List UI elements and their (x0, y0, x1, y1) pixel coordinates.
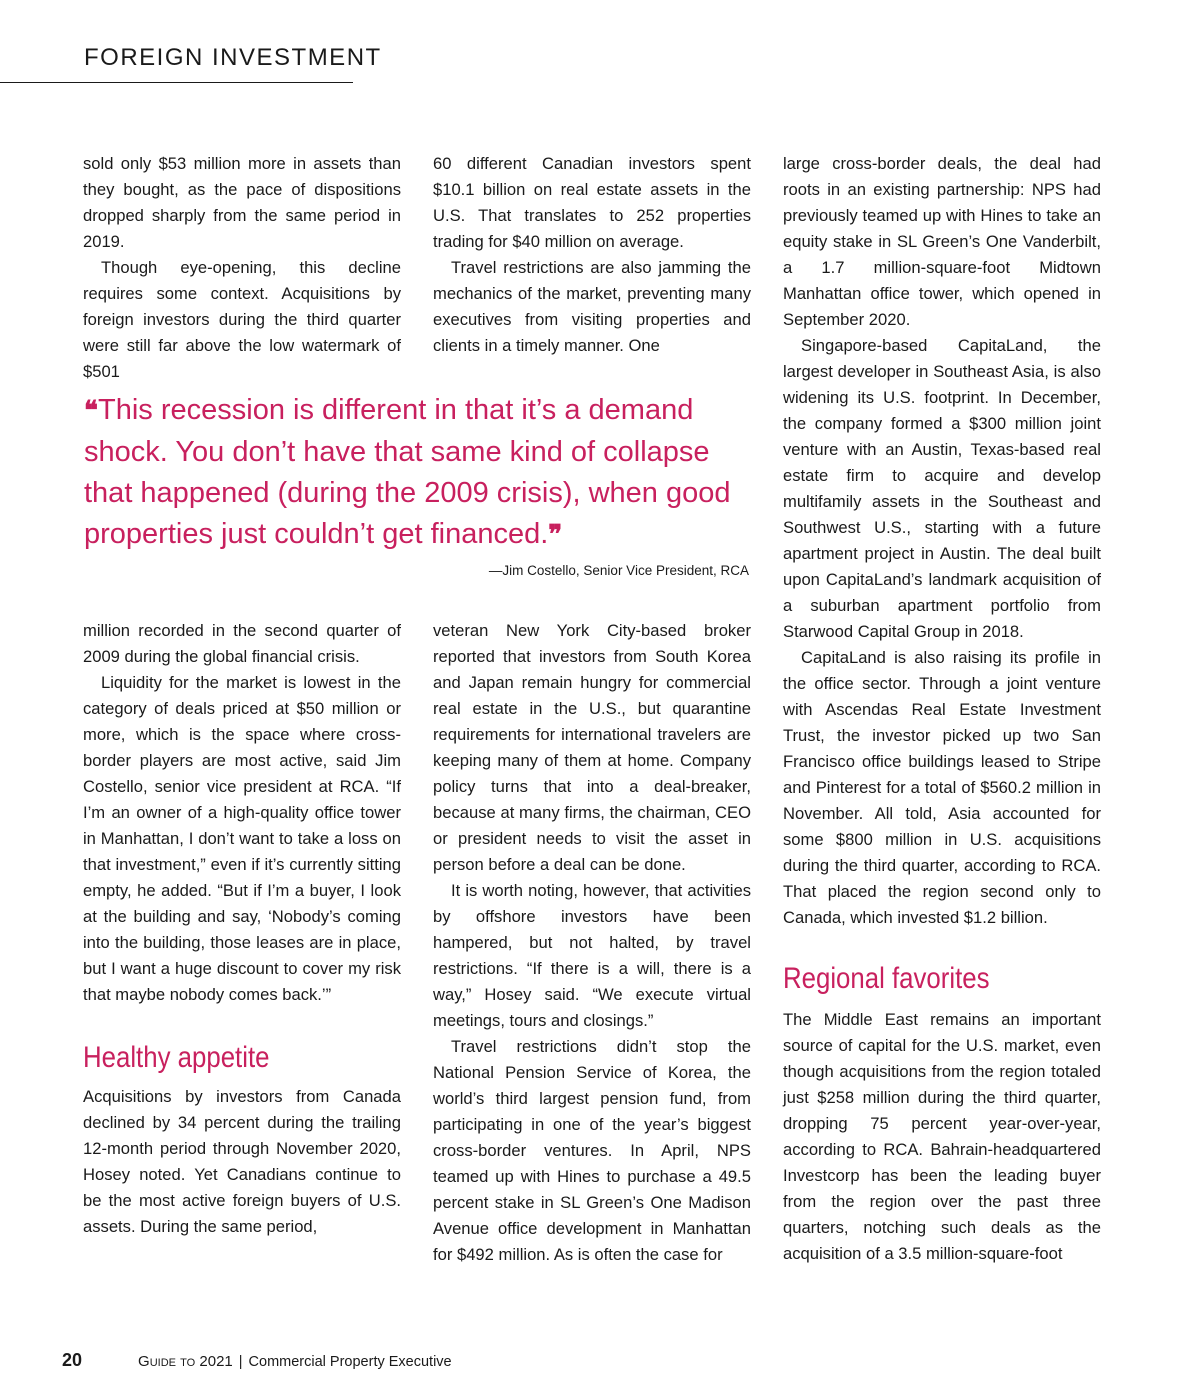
page-footer (62, 1350, 452, 1371)
column-2-bottom (433, 618, 751, 1268)
paragraph: large cross-border deals, the deal had roots in an existing partnership: NPS had previously teamed up with Hines to take an equity stake in SL Green’s One Vanderbilt, a 1.7 million-square-foot Midtown Manhattan office tower, which opened in September 2020. (783, 154, 1101, 329)
paragraph: Travel restrictions are also jamming the mechanics of the market, preventing many executives from visiting properties and clients in a timely manner. One (433, 258, 751, 355)
paragraph: 60 different Canadian investors spent $10.1 billion on real estate assets in the U.S. That translates to 252 properties trading for $40 million on average. (433, 154, 751, 251)
section-heading: Regional favorites (783, 962, 990, 995)
section-rule (0, 82, 353, 83)
column-1-top (83, 151, 401, 385)
page-number: 20 (62, 1350, 83, 1370)
paragraph: The Middle East remains an important source of capital for the U.S. market, even though acquisitions from the region totaled just $258 million during the third quarter, dropping 75 percent year-over-year, according to RCA. Bahrain-headquartered Investcorp has been the leading buyer from the region over the past three quarters, notching such deals as the acquisition of a 3.5 million-square-foot (783, 1010, 1101, 1263)
guide-title: Guide to 2021 (138, 1353, 233, 1370)
paragraph: It is worth noting, however, that activities by offshore investors have been hampered, but not halted, by travel restrictions. “If there is a will, there is a way,” Hosey said. “We execute virtual meetings, tours and closings.” (433, 881, 751, 1030)
close-quote-mark: ❞ (548, 520, 563, 550)
quote-attribution: —Jim Costello, Senior Vice President, RCA (488, 563, 749, 578)
footer-separator: | (238, 1354, 243, 1370)
paragraph: Singapore-based CapitaLand, the largest developer in Southeast Asia, is also widening its U.S. footprint. In December, the company formed a $300 million joint venture with an Austin, Texas-based real estate firm to acquire and develop multifamily assets in the Southeast and Southwest U.S., starting with a future apartment project in Austin. The deal built upon CapitaLand’s landmark acquisition of a suburban apartment portfolio from Starwood Capital Group in 2018. (783, 336, 1101, 641)
paragraph: million recorded in the second quarter of 2009 during the global financial crisis. (83, 621, 401, 666)
section-label: FOREIGN INVESTMENT (84, 44, 382, 71)
publication-name: Commercial Property Executive (248, 1354, 452, 1370)
section-heading: Healthy appetite (83, 1041, 270, 1074)
paragraph: CapitaLand is also raising its profile in the office sector. Through a joint venture with Ascendas Real Estate Investment Trust, the investor picked up two San Francisco office buildings leased to Stripe and Pinterest for a total of $560.2 million in November. All told, Asia accounted for some $800 million in U.S. acquisitions during the third quarter, according to RCA. That placed the region second only to Canada, which invested $1.2 billion. (783, 648, 1101, 927)
open-quote-mark: ❝ (84, 396, 98, 426)
paragraph: veteran New York City-based broker reported that investors from South Korea and Japan remain hungry for commercial real estate in the U.S., but quarantine requirements for international travelers are keeping many of them at home. Company policy turns that into a deal-breaker, because at many firms, the chairman, CEO or president needs to visit the asset in person before a deal can be done. (433, 621, 751, 874)
pull-quote (84, 390, 754, 556)
paragraph: Liquidity for the market is lowest in the category of deals priced at $50 million or more, which is the space where cross-border players are most active, said Jim Costello, senior vice president at RCA. “If I’m an owner of a high-quality office tower in Manhattan, I don’t want to take a loss on that investment,” even if it’s currently sitting empty, he added. “But if I’m a buyer, I look at the building and say, ‘Nobody’s coming into the building, those leases are in place, but I want a huge discount to cover my risk that maybe nobody comes back.’” (83, 673, 401, 1004)
column-1-bottom (83, 618, 401, 1240)
column-2-top (433, 151, 751, 359)
pull-quote-text: This recession is different in that it’s a demand shock. You don’t have that same kind of collapse that happened (during the 2009 crisis), when good properties just couldn’t get financed. (84, 394, 731, 550)
paragraph: Acquisitions by investors from Canada declined by 34 percent during the trailing 12-month period through November 2020, Hosey noted. Yet Canadians continue to be the most active foreign buyers of U.S. assets. During the same period, (83, 1087, 401, 1236)
column-3 (783, 151, 1101, 1267)
paragraph: sold only $53 million more in assets than they bought, as the pace of dispositions dropped sharply from the same period in 2019. (83, 154, 401, 251)
paragraph: Travel restrictions didn’t stop the National Pension Service of Korea, the world’s third largest pension fund, from participating in one of the year’s biggest cross-border ventures. In April, NPS teamed up with Hines to purchase a 49.5 percent stake in SL Green’s One Madison Avenue office development in Manhattan for $492 million. As is often the case for (433, 1037, 751, 1264)
paragraph: Though eye-opening, this decline requires some context. Acquisitions by foreign investors during the third quarter were still far above the low watermark of $501 (83, 258, 401, 381)
